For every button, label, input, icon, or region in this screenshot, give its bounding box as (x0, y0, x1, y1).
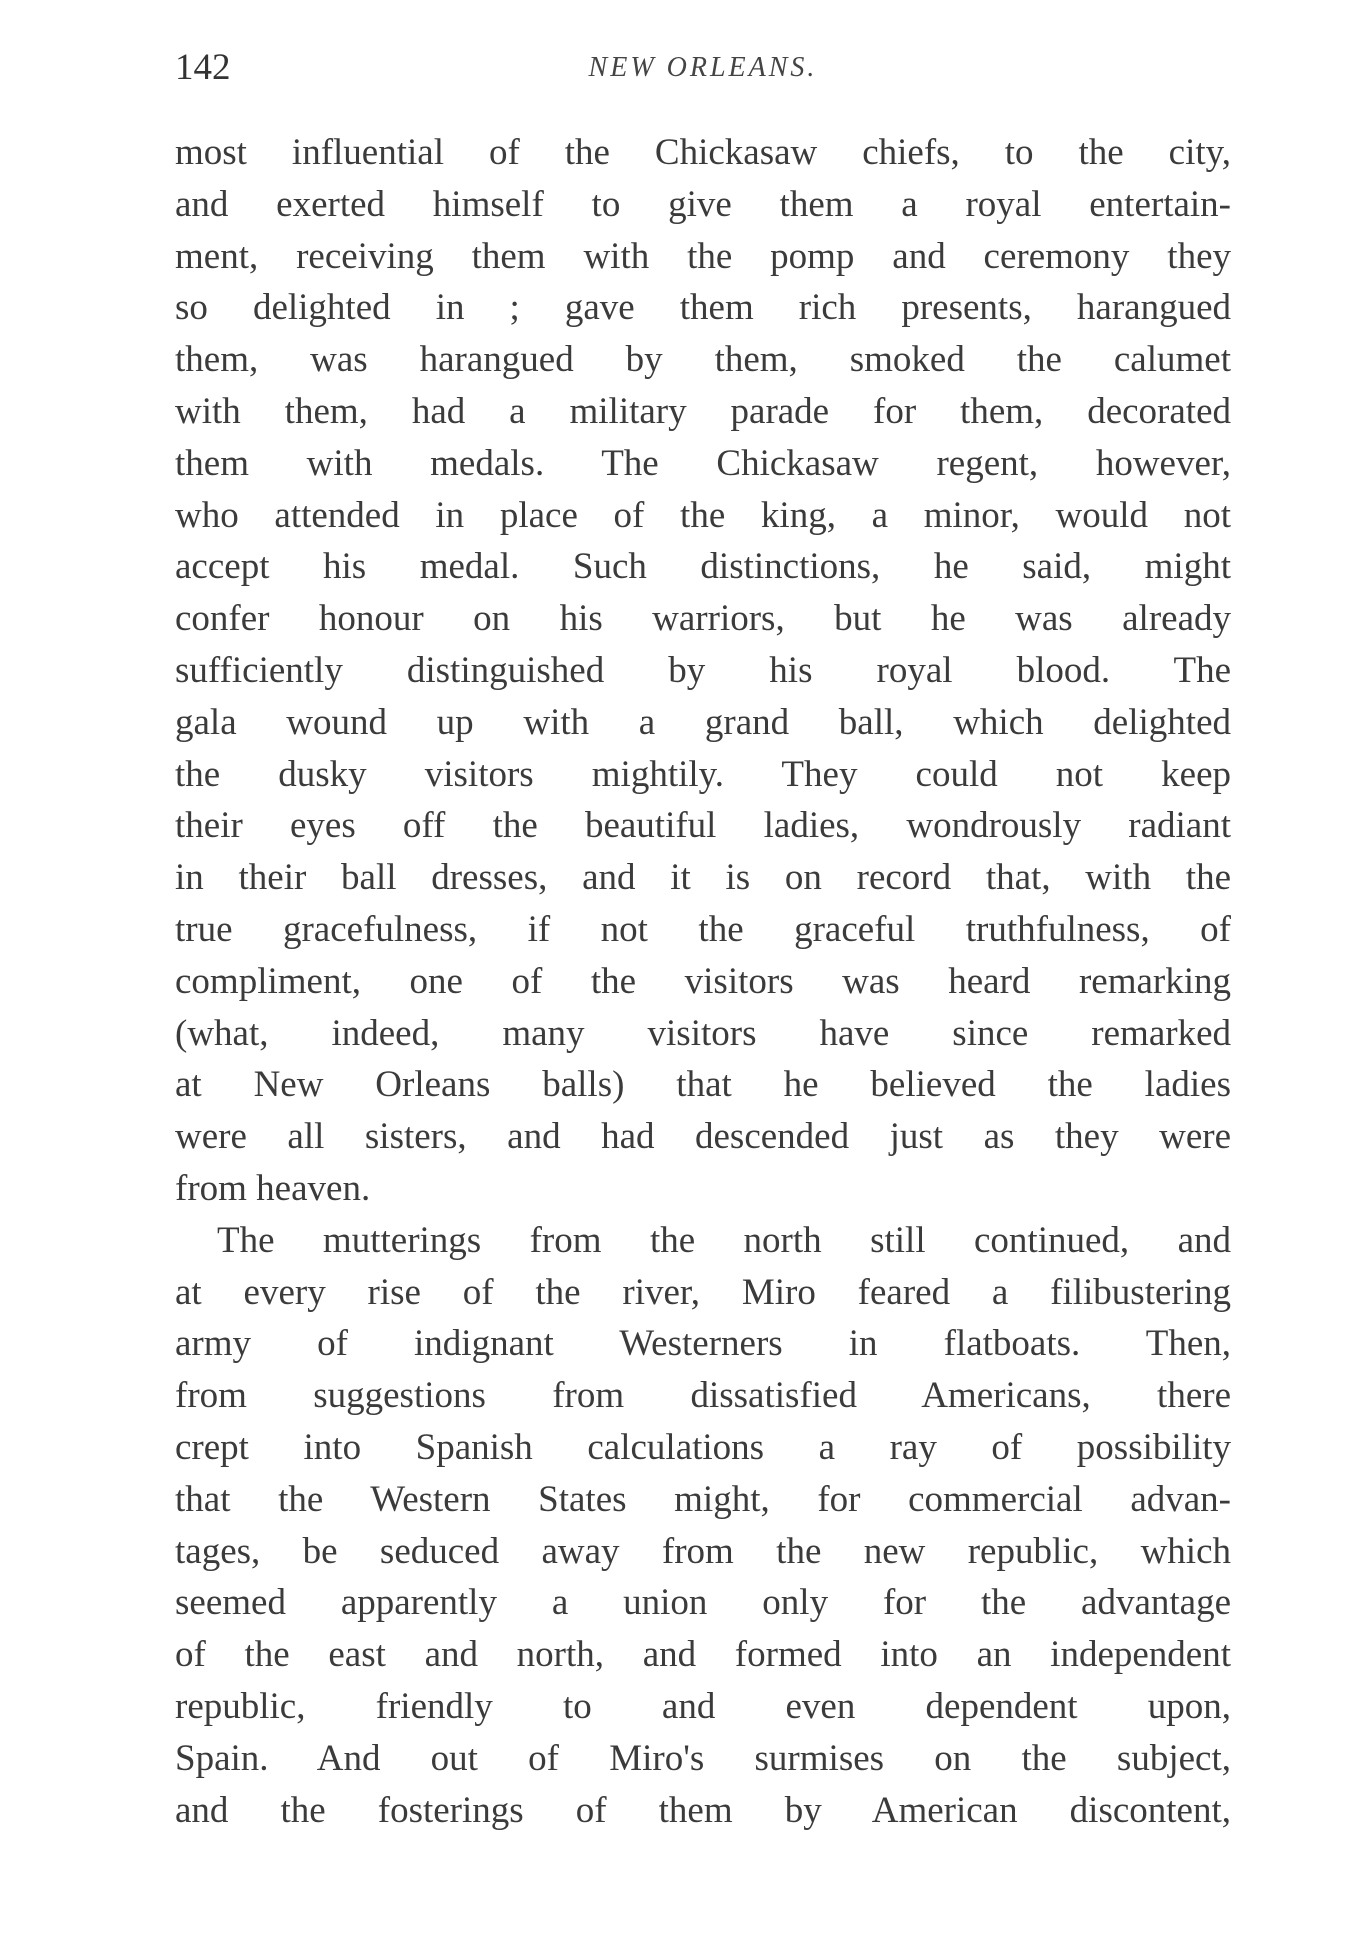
paragraph-2 (175, 1215, 1231, 1837)
text-line: gala wound up with a grand ball, which delighted (175, 701, 1231, 743)
text-line: them with medals. The Chickasaw regent, however, (175, 442, 1231, 484)
text-line: compliment, one of the visitors was heard remarking (175, 960, 1231, 1002)
text-line: the dusky visitors mightily. They could not keep (175, 753, 1231, 795)
text-line: and exerted himself to give them a royal entertain- (175, 183, 1231, 225)
text-line: with them, had a military parade for them, decorated (175, 390, 1231, 432)
page-number: 142 (175, 47, 231, 88)
page-header (175, 46, 1231, 96)
text-line: The mutterings from the north still continued, and (217, 1219, 1231, 1261)
text-line: from heaven. (175, 1167, 371, 1209)
body-text (175, 127, 1231, 1836)
text-line: crept into Spanish calculations a ray of possibility (175, 1426, 1231, 1468)
text-line: Spain. And out of Miro's surmises on the subject, (175, 1737, 1231, 1779)
paragraph-1 (175, 127, 1231, 1215)
text-line: confer honour on his warriors, but he was already (175, 598, 1231, 640)
text-line: from suggestions from dissatisfied Americans, there (175, 1375, 1231, 1417)
text-line: at every rise of the river, Miro feared a filibustering (175, 1271, 1231, 1313)
text-line: seemed apparently a union only for the advantage (175, 1582, 1231, 1624)
text-line: accept his medal. Such distinctions, he said, might (175, 546, 1231, 588)
text-line: and the fosterings of them by American discontent, (175, 1789, 1231, 1831)
text-line: sufficiently distinguished by his royal blood. The (175, 649, 1231, 691)
text-line: their eyes off the beautiful ladies, wondrously radiant (175, 805, 1231, 847)
text-line: (what, indeed, many visitors have since remarked (175, 1012, 1231, 1054)
text-line: who attended in place of the king, a minor, would not (175, 494, 1231, 536)
text-line: ment, receiving them with the pomp and ceremony they (175, 235, 1231, 277)
text-line: army of indignant Westerners in flatboats. Then, (175, 1323, 1231, 1365)
text-line: in their ball dresses, and it is on record that, with the (175, 857, 1231, 899)
text-line: were all sisters, and had descended just as they were (175, 1116, 1231, 1158)
text-line: so delighted in ; gave them rich presents, harangued (175, 287, 1231, 329)
text-line: them, was harangued by them, smoked the calumet (175, 339, 1231, 381)
text-line: republic, friendly to and even dependent upon, (175, 1685, 1231, 1727)
text-line: at New Orleans balls) that he believed the ladies (175, 1064, 1231, 1106)
text-line: that the Western States might, for commercial advan- (175, 1478, 1231, 1520)
text-line: most influential of the Chickasaw chiefs, to the city, (175, 132, 1231, 173)
text-line: tages, be seduced away from the new republic, which (175, 1530, 1231, 1572)
text-line: true gracefulness, if not the graceful truthfulness, of (175, 908, 1231, 950)
text-line: of the east and north, and formed into an independent (175, 1634, 1231, 1676)
running-title: NEW ORLEANS. (588, 52, 818, 83)
